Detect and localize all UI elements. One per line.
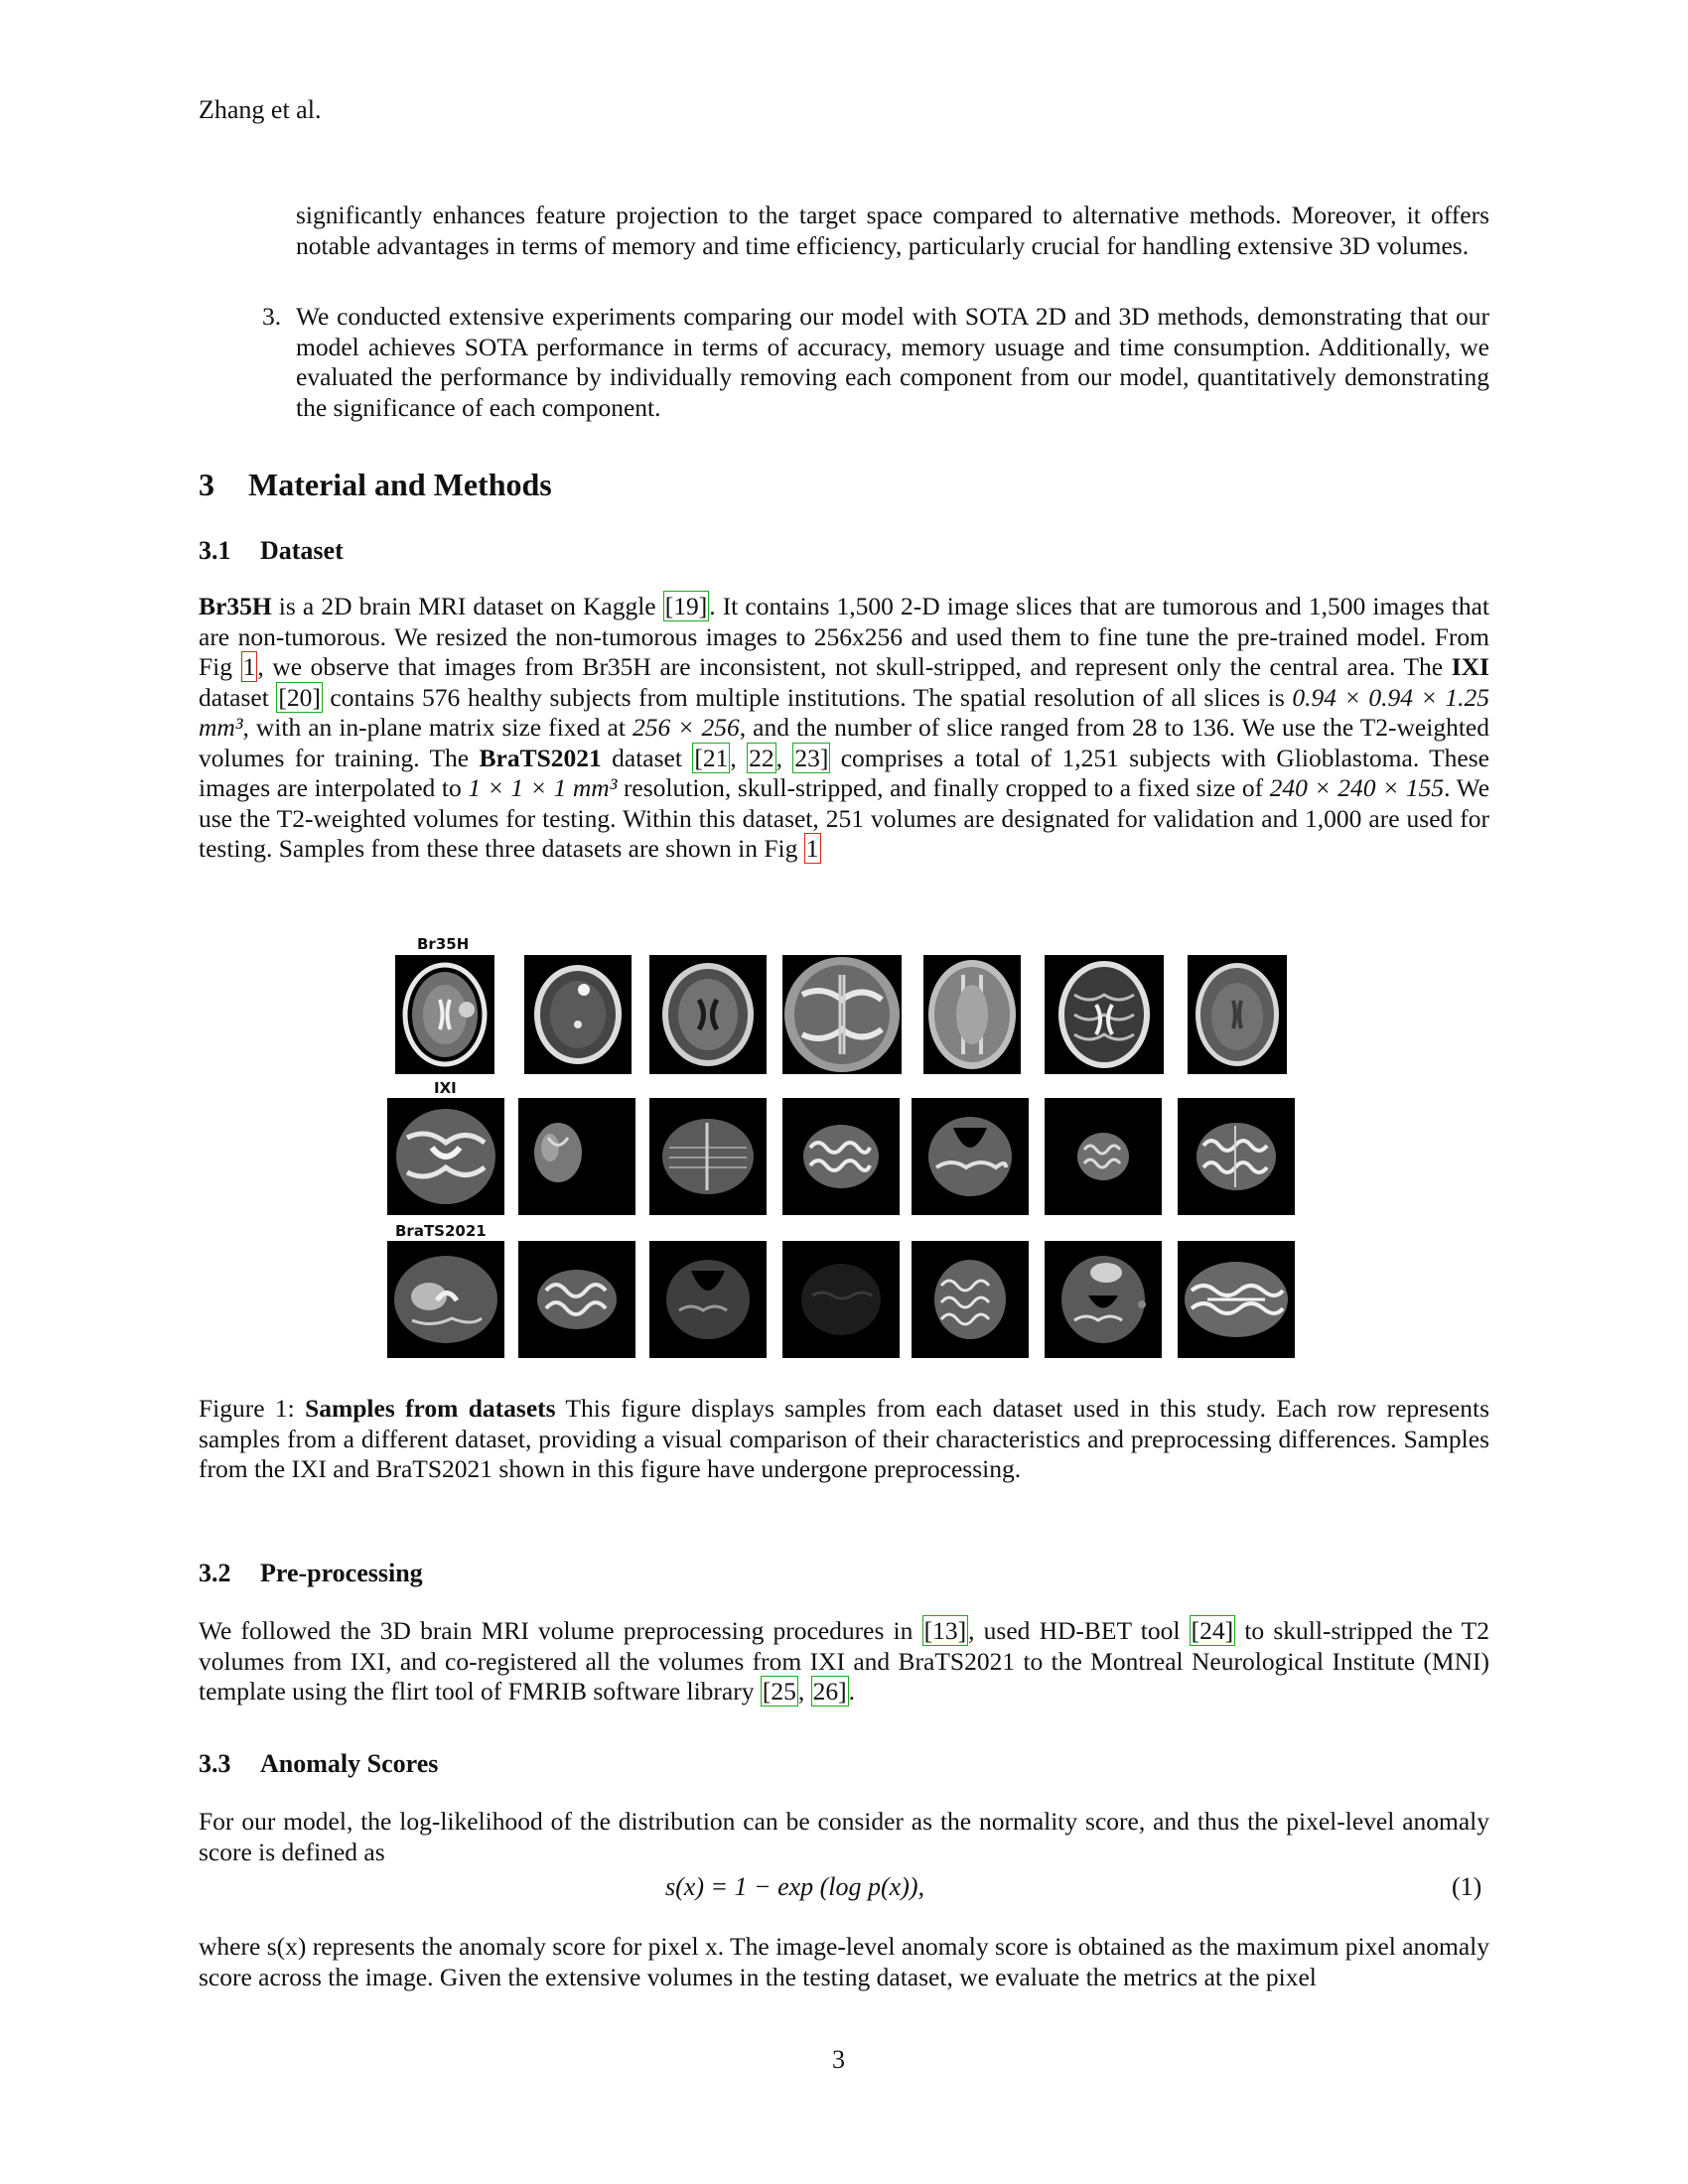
subsection-heading-dataset	[199, 536, 344, 566]
equation-1: s(x) = 1 − exp (log p(x)),	[665, 1872, 925, 1901]
preprocessing-paragraph: We followed the 3D brain MRI volume preprocessing procedures in [13], used HD-BET tool [24] to skull-stripped the T2 volumes from IXI, and co-registered all the volumes from IXI and BraTS2021 to the Montreal Neurological Institute (MNI) template using the flirt tool of FMRIB software library [25, 26].	[199, 1616, 1489, 1706]
section-heading	[199, 467, 552, 503]
mri-thumbnail	[782, 1241, 900, 1358]
term-brats2021: BraTS2021	[479, 743, 602, 772]
mri-thumbnail	[912, 1098, 1029, 1215]
mri-thumbnail	[387, 1241, 504, 1358]
figure-ref-link[interactable]: 1	[805, 834, 819, 863]
anomaly-paragraph: For our model, the log-likelihood of the distribution can be consider as the normality score, and thus the pixel-level anomaly score is defined as	[199, 1807, 1489, 1866]
mri-thumbnail	[1045, 1241, 1162, 1358]
citation-link[interactable]: 23]	[794, 743, 829, 772]
section-number: 3	[199, 467, 214, 502]
row-label-br35h: Br35H	[417, 935, 470, 953]
mri-thumbnail	[387, 1098, 504, 1215]
mri-thumbnail	[1178, 1098, 1295, 1215]
math-inline: 1 × 1 × 1 mm³	[468, 773, 618, 802]
post-equation-paragraph: where s(x) represents the anomaly score for pixel x. The image-level anomaly score is obtained as the maximum pixel anomaly score across the image. Given the extensive volumes in the testing dataset, we evaluate the metrics at the pixel	[199, 1932, 1489, 1991]
math-inline: 0.94 × 0.94 × 1.25 mm³	[199, 682, 1489, 742]
citation-link[interactable]: [24]	[1191, 1616, 1234, 1645]
figure-ref-link[interactable]: 1	[242, 652, 256, 681]
running-header-author: Zhang et al.	[199, 95, 322, 124]
subsection-title: Anomaly Scores	[260, 1749, 439, 1778]
subsection-heading-anomaly-scores	[199, 1749, 438, 1779]
caption-text: This figure displays samples from each dataset used in this study. Each row represents samples from a different dataset, providing a visual comparison of their characteristics and preprocessing differences. Samples from the IXI and BraTS2021 shown in this figure have undergone preprocessing.	[199, 1394, 1489, 1483]
mri-thumbnail	[524, 955, 632, 1074]
term-ixi: IXI	[1451, 652, 1489, 681]
citation-link[interactable]: [20]	[278, 682, 321, 712]
mri-thumbnail	[518, 1098, 635, 1215]
row-label-ixi: IXI	[434, 1079, 457, 1097]
dataset-paragraph: Br35H is a 2D brain MRI dataset on Kaggle [19]. It contains 1,500 2-D image slices that are tumorous and 1,500 images that are non-tumorous. We resized the non-tumorous images to 256x256 and used them to fine tune the pre-trained model. From Fig 1, we observe that images from Br35H are inconsistent, not skull-stripped, and represent only the central area. The IXI dataset [20] contains 576 healthy subjects from multiple institutions. The spatial resolution of all slices is 0.94 × 0.94 × 1.25 mm³, with an in-plane matrix size fixed at 256 × 256, and the number of slice ranged from 28 to 136. We use the T2-weighted volumes for training. The BraTS2021 dataset [21, 22, 23] comprises a total of 1,251 subjects with Glioblastoma. These images are interpolated to 1 × 1 × 1 mm³ resolution, skull-stripped, and finally cropped to a fixed size of 240 × 240 × 155. We use the T2-weighted volumes for testing. Within this dataset, 251 volumes are designated for validation and 1,000 are used for testing. Samples from these three datasets are shown in Fig 1	[199, 592, 1490, 863]
mri-thumbnail	[649, 1241, 767, 1358]
citation-link[interactable]: [21	[694, 743, 729, 772]
mri-thumbnail	[782, 955, 902, 1074]
mri-thumbnail	[395, 955, 494, 1074]
row-label-brats2021: BraTS2021	[395, 1222, 487, 1240]
citation-link[interactable]: 22	[749, 743, 774, 772]
term-br35h: Br35H	[199, 592, 272, 620]
subsection-title: Pre-processing	[260, 1559, 423, 1587]
mri-thumbnail	[1045, 955, 1164, 1074]
subsection-number: 3.1	[199, 536, 231, 565]
subsection-number: 3.2	[199, 1559, 231, 1587]
mri-thumbnail	[649, 955, 767, 1074]
citation-link[interactable]: [19]	[664, 592, 708, 620]
citation-link[interactable]: [25	[762, 1677, 796, 1706]
contribution-continuation: significantly enhances feature projection to the target space compared to alternative methods. Moreover, it offers notable advantages in terms of memory and time efficiency, particularly crucial for handling extensive 3D volumes.	[296, 201, 1489, 260]
page-number: 3	[832, 2045, 845, 2074]
caption-title: Samples from datasets	[305, 1394, 556, 1423]
equation-number: (1)	[1452, 1872, 1482, 1901]
subsection-title: Dataset	[260, 536, 344, 565]
mri-thumbnail	[518, 1241, 635, 1358]
math-inline: 256 × 256	[632, 713, 740, 742]
figure-caption	[199, 1394, 1489, 1485]
citation-link[interactable]: [13]	[923, 1616, 967, 1645]
mri-thumbnail	[649, 1098, 767, 1215]
mri-thumbnail	[1188, 955, 1287, 1074]
citation-link[interactable]: 26]	[812, 1677, 847, 1706]
mri-thumbnail	[912, 1241, 1029, 1358]
subsection-number: 3.3	[199, 1749, 231, 1778]
list-text: We conducted extensive experiments comparing our model with SOTA 2D and 3D methods, demonstrating that our model achieves SOTA performance in terms of accuracy, memory usuage and time consumption. Additionally, we evaluated the performance by individually removing each component from our model, quantitatively demonstrating the significance of each component.	[296, 302, 1489, 422]
caption-prefix: Figure 1:	[199, 1394, 306, 1423]
section-title: Material and Methods	[248, 467, 552, 502]
mri-thumbnail	[782, 1098, 900, 1215]
math-inline: 240 × 240 × 155	[1269, 773, 1445, 802]
subsection-heading-preprocessing	[199, 1559, 423, 1588]
mri-thumbnail	[1045, 1098, 1162, 1215]
mri-thumbnail	[1178, 1241, 1295, 1358]
mri-thumbnail	[923, 955, 1021, 1074]
list-number: 3.	[262, 302, 282, 331]
